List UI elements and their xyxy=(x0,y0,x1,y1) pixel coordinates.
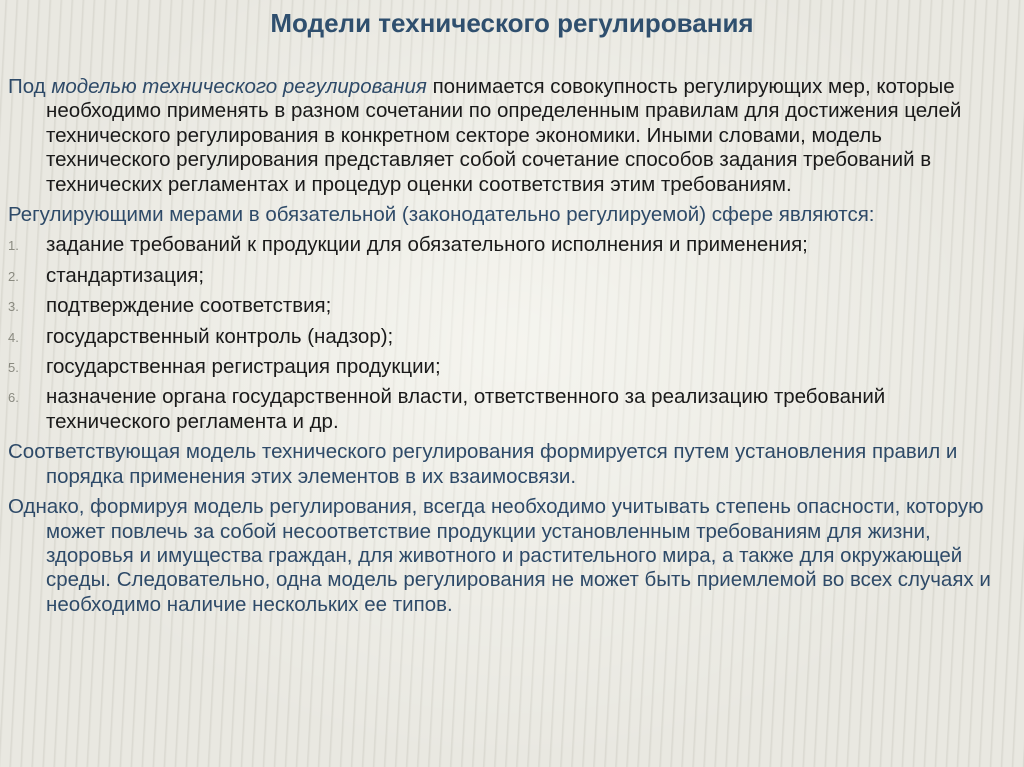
list-item xyxy=(8,264,1008,288)
list-item-number: 2. xyxy=(8,268,19,284)
list-item-number: 6. xyxy=(8,390,19,406)
paragraph-conclusion xyxy=(8,495,1008,617)
paragraph-conclusion-text: Однако, формируя модель регулирования, всегда необходимо учитывать степень опасности, которую может повлечь за собой несоответствие продукции установленным требованиям для жизни, здоровья и имущества граждан, для животного и растительного мира, а также для окружающей среды. Следовательно, одна модель регулирования не может быть приемлемой во всех случаях и необходимо наличие нескольких ее типов. xyxy=(8,495,991,616)
paragraph-formation xyxy=(8,440,1008,489)
paragraph-measures-text: Регулирующими мерами в обязательной (законодательно регулируемой) сфере являются: xyxy=(8,203,875,227)
list-item xyxy=(8,294,1008,318)
list-item-text: назначение органа государственной власти, ответственного за реализацию требований технического регламента и др. xyxy=(46,385,886,433)
list-item-number: 5. xyxy=(8,360,19,376)
list-item xyxy=(8,355,1008,379)
list-item-text: задание требований к продукции для обязательного исполнения и применения; xyxy=(46,233,808,257)
paragraph-definition xyxy=(8,75,1008,197)
paragraph-formation-text: Соответствующая модель технического регулирования формируется путем установления правил и порядка применения этих элементов в их взаимосвязи. xyxy=(8,440,958,488)
slide-content xyxy=(8,75,1008,623)
paragraph-measures xyxy=(8,203,1008,227)
list-item xyxy=(8,325,1008,349)
paragraph-definition-emphasis: моделью технического регулирования xyxy=(51,75,427,98)
list-item-number: 1. xyxy=(8,238,19,254)
paragraph-definition-lead: Под xyxy=(8,75,52,98)
measures-list xyxy=(8,233,1008,434)
list-item-text: подтверждение соответствия; xyxy=(46,294,332,318)
list-item xyxy=(8,385,1008,434)
list-item xyxy=(8,233,1008,257)
paragraph-definition-text: понимается совокупность регулирующих мер, которые необходимо применять в разном сочетании по определенным правилам для достижения целей технического регулирования в конкретном секторе экономики. Иными словами, модель технического регулирования представляет собой сочетание способов задания требований в технических регламентах и процедур оценки соответствия этим требованиям. xyxy=(46,75,962,196)
slide-title: Модели технического регулирования xyxy=(270,8,754,38)
list-item-text: государственный контроль (надзор); xyxy=(46,324,394,348)
list-item-text: государственная регистрация продукции; xyxy=(46,355,441,379)
list-item-text: стандартизация; xyxy=(46,263,205,287)
list-item-number: 4. xyxy=(8,329,19,345)
list-item-number: 3. xyxy=(8,299,19,315)
